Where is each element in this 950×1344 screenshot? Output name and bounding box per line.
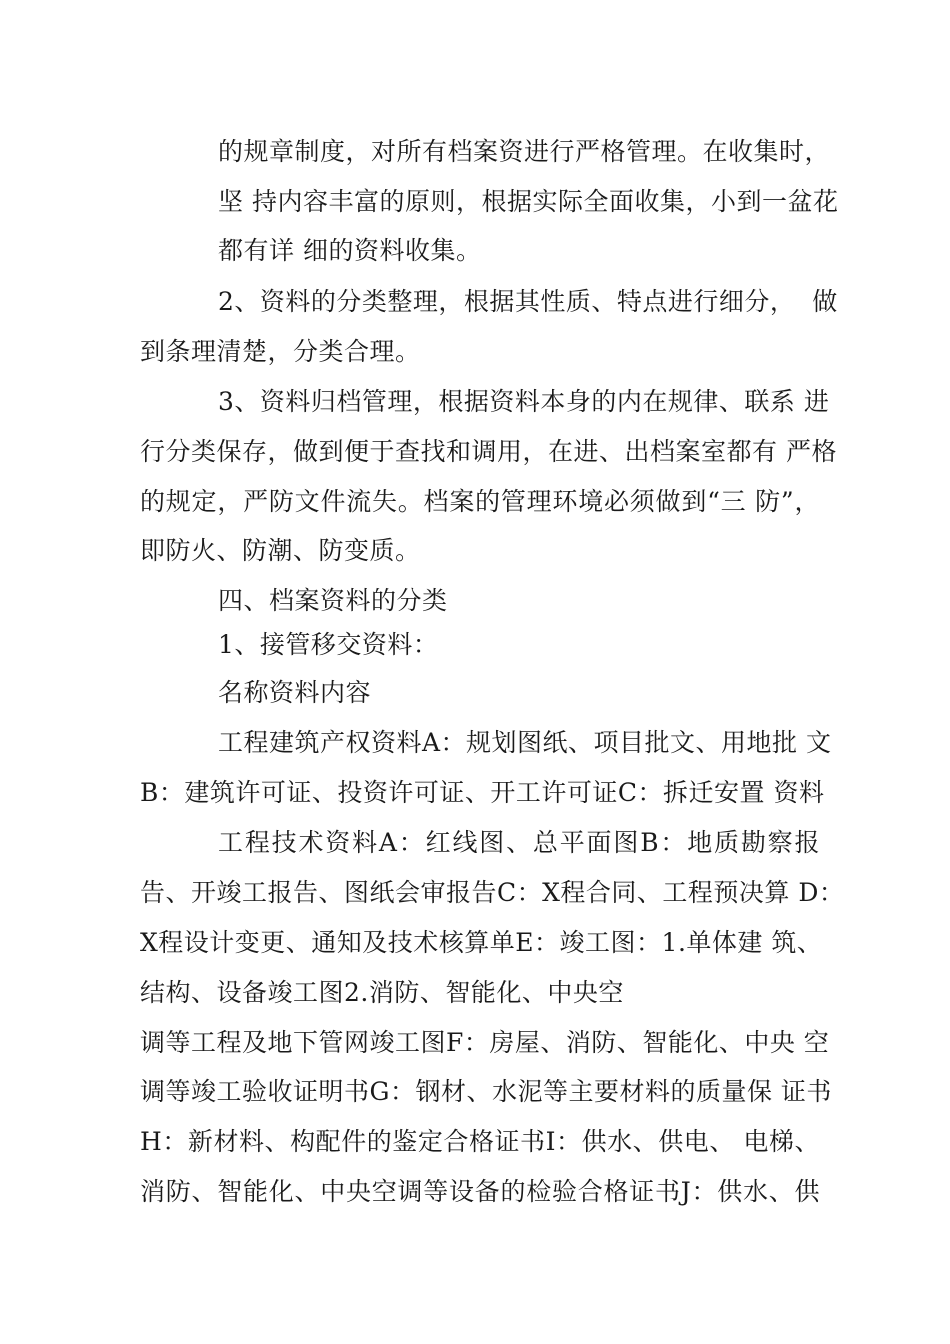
text-line: B：建筑许可证、投资许可证、开工许可证C：拆迁安置 资料 (140, 778, 825, 807)
text-line: 都有详 细的资料收集。 (218, 236, 482, 265)
table-header-text: 名称资料内容 (218, 678, 372, 707)
text-line: 行分类保存，做到便于查找和调用，在进、出档案室都有 严格 (140, 437, 837, 466)
text-line: 到条理清楚，分类合理。 (140, 337, 421, 366)
text-line: 坚 持内容丰富的原则，根据实际全面收集，小到一盆花 (218, 187, 839, 216)
text-line: 的规定，严防文件流失。档案的管理环境必须做到“三 防”， (140, 487, 820, 516)
text-line: 3、资料归档管理，根据资料本身的内在规律、联系 进 (218, 387, 830, 416)
text-line: 调等竣工验收证明书G：钢材、水泥等主要材料的质量保 证书 (140, 1077, 832, 1106)
text-line: 工程技术资料A：红线图、总平面图B：地质勘察报 (218, 828, 820, 857)
text-line: 告、开竣工报告、图纸会审报告C：X程合同、工程预决算 D： (140, 878, 845, 907)
text-line: 2、资料的分类整理，根据其性质、特点进行细分， 做 (218, 287, 838, 316)
text-line: 结构、设备竣工图2.消防、智能化、中央空 (140, 978, 624, 1007)
text-line: 即防火、防潮、防变质。 (140, 536, 421, 565)
text-line: 工程建筑产权资料A：规划图纸、项目批文、用地批 文 (218, 728, 832, 757)
text-line: X程设计变更、通知及技术核算单E：竣工图：1.单体建 筑、 (140, 928, 823, 957)
section-heading: 四、档案资料的分类 (218, 586, 448, 615)
subsection-heading: 1、接管移交资料： (218, 630, 439, 659)
text-line: 的规章制度，对所有档案资进行严格管理。在收集时， (218, 137, 831, 166)
text-line: 调等工程及地下管网竣工图F：房屋、消防、智能化、中央 空 (140, 1028, 830, 1057)
text-line: 消防、智能化、中央空调等设备的检验合格证书J：供水、供 (140, 1177, 820, 1206)
text-line: H：新材料、构配件的鉴定合格证书I：供水、供电、 电梯、 (140, 1127, 820, 1156)
